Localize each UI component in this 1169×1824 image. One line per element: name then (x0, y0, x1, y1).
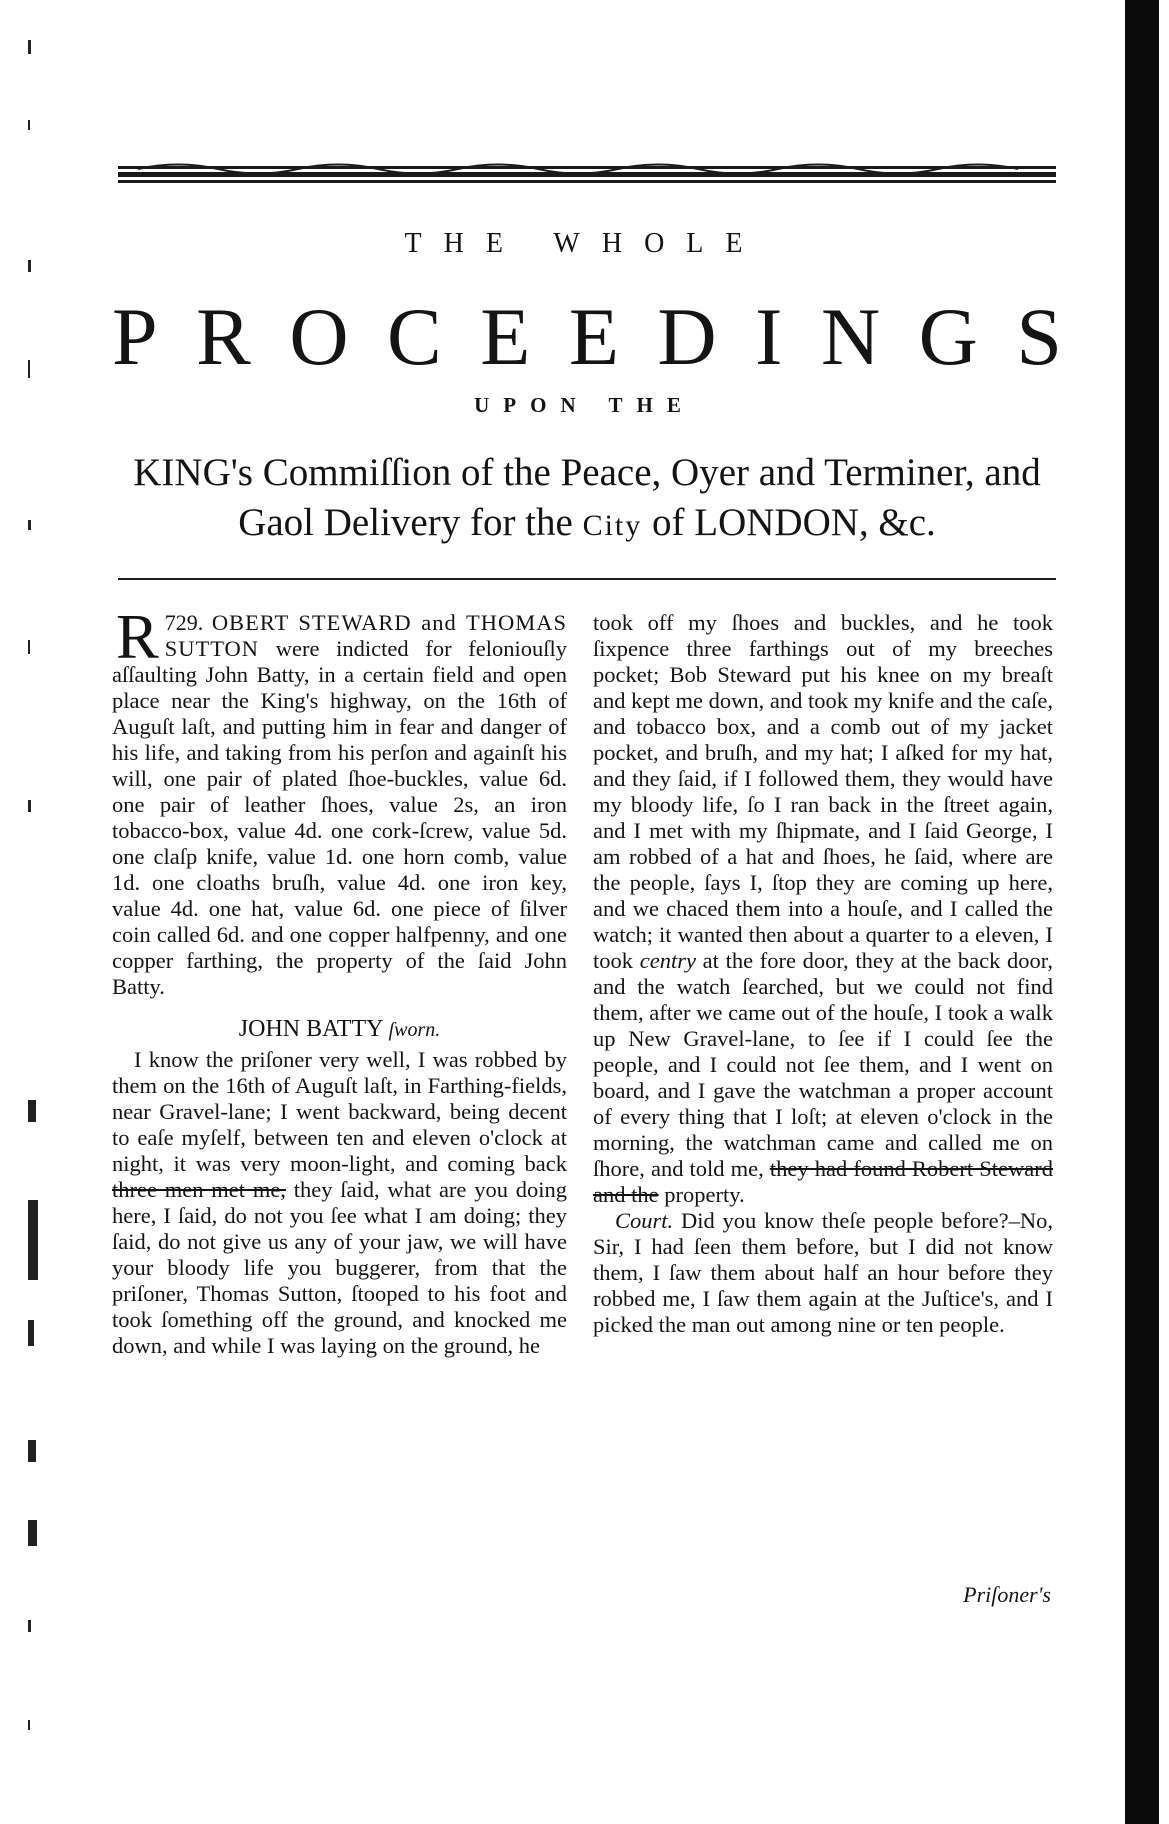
indictment-paragraph (112, 601, 567, 1000)
title-letter: R (196, 291, 251, 382)
title-letter: S (1016, 291, 1062, 382)
title-letter: I (755, 291, 783, 382)
title-commission (112, 448, 1062, 551)
title-the-whole: THE WHOLE (404, 228, 765, 259)
title-proceedings (112, 290, 1062, 384)
case-number: 729. (164, 610, 204, 635)
indictment-text: were indicted for feloniouſly aſſaulting John Batty, in a certain field and open place near the King's highway, on the 16th of Auguſt laſt, and putting him in fear and danger of his life, and taking from his perſon and againſt his will, one pair of plated ſhoe-buckles, value 6d. one pair of leather ſhoes, value 2s, an iron tobacco-box, value 4d. one cork-ſcrew, value 5d. one claſp knife, value 1d. one horn comb, value 1d. one cloaths bruſh, value 4d. one iron key, value 4d. one hat, value 6d. one piece of ſilver coin called 6d. and one copper halfpenny, and one copper farthing, the property of the ſaid John Batty. (112, 636, 567, 999)
drop-cap: R (116, 601, 159, 672)
right-column (593, 610, 1053, 1338)
title-letter: C (387, 291, 442, 382)
title-letter: O (289, 291, 349, 382)
scan-margin-speckles (28, 0, 46, 1824)
catchword: Priſoner's (963, 1582, 1051, 1607)
title-letter: E (480, 291, 531, 382)
commission-line-1: KING's Commiſſion of the Peace, Oyer and Terminer, and (133, 451, 1041, 494)
struck-text: three men met me, (112, 1177, 286, 1202)
commission-line-2: Gaol Delivery for the City of LONDON, &c. (238, 501, 936, 544)
italic-word: centry (639, 948, 696, 973)
title-letter: G (918, 291, 978, 382)
testimony-paragraph: I know the priſoner very well, I was robbed by them on the 16th of Auguſt laſt, in Farthing-fields, near Gravel-lane; I went backward, being decent to eaſe myſelf, between ten and eleven o'clock at night, it was very moon-light, and coming back three men met me, they ſaid, what are you doing here, I ſaid, do not you ſee what I am doing; they ſaid, do not give us any of your jaw, we will have your bloody life you buggerer, from that the priſoner, Thomas Sutton, ſtooped to his foot and took ſomething off the ground, and knocked me down, and while I was laying on the ground, he (112, 1047, 567, 1358)
witness-sworn: ſworn. (388, 1019, 441, 1041)
title-letter: D (657, 291, 717, 382)
title-letter: E (568, 291, 619, 382)
defendant-names: OBERT STEWARD and THOMAS SUTTON (164, 610, 567, 661)
title-letter: P (112, 291, 158, 382)
testimony-continued: took off my ſhoes and buckles, and he took ſixpence three farthings out of my breeches pocket; Bob Steward put his knee on my breaſt and kept me down, and took my knife and the caſe, and tobacco box, and a comb out of my jacket pocket, and bruſh, and my hat; I aſked for my hat, and they ſaid, if I followed them, they would have my bloody life, ſo I ran back in the ſtreet again, and I met with my ſhipmate, and I ſaid George, I am robbed of a hat and ſhoes, he ſaid, where are the people, ſays I, ſtop they are coming up here, and we chaced them into a houſe, and I called the watch; it wanted then about a quarter to a eleven, I took centry at the fore door, they at the back door, and the watch ſearched, but we could not find them, after we came out of the houſe, I took a walk up New Gravel-lane, to ſee if I could ſee the people, and I could not ſee them, and I went on board, and I gave the watchman a proper account of every thing that I loſt; at eleven o'clock in the morning, the watchman came and called me on ſhore, and told me, they had found Robert Steward and the property. (593, 610, 1054, 1207)
witness-heading (112, 1016, 567, 1043)
section-divider (118, 578, 1056, 580)
small-caps-city: City (582, 509, 643, 542)
court-question: Court. Did you know theſe people before?–No, Sir, I had ſeen them before, but I did not know them, I ſaw them about half an hour before they robbed me, I ſaw them again at the Juſtice's, and I picked the man out among nine or ten people. (593, 1208, 1053, 1337)
struck-text: they had found Robert Steward and the (593, 1156, 1053, 1207)
witness-name: JOHN BATTY (238, 1016, 383, 1042)
left-column (112, 601, 567, 1359)
title-letter: N (820, 291, 881, 382)
title-upon-the: UPON THE (474, 393, 695, 417)
scan-edge-shadow (1125, 0, 1159, 1824)
court-label: Court. (615, 1208, 674, 1233)
head-ornament-rule (118, 160, 1056, 188)
